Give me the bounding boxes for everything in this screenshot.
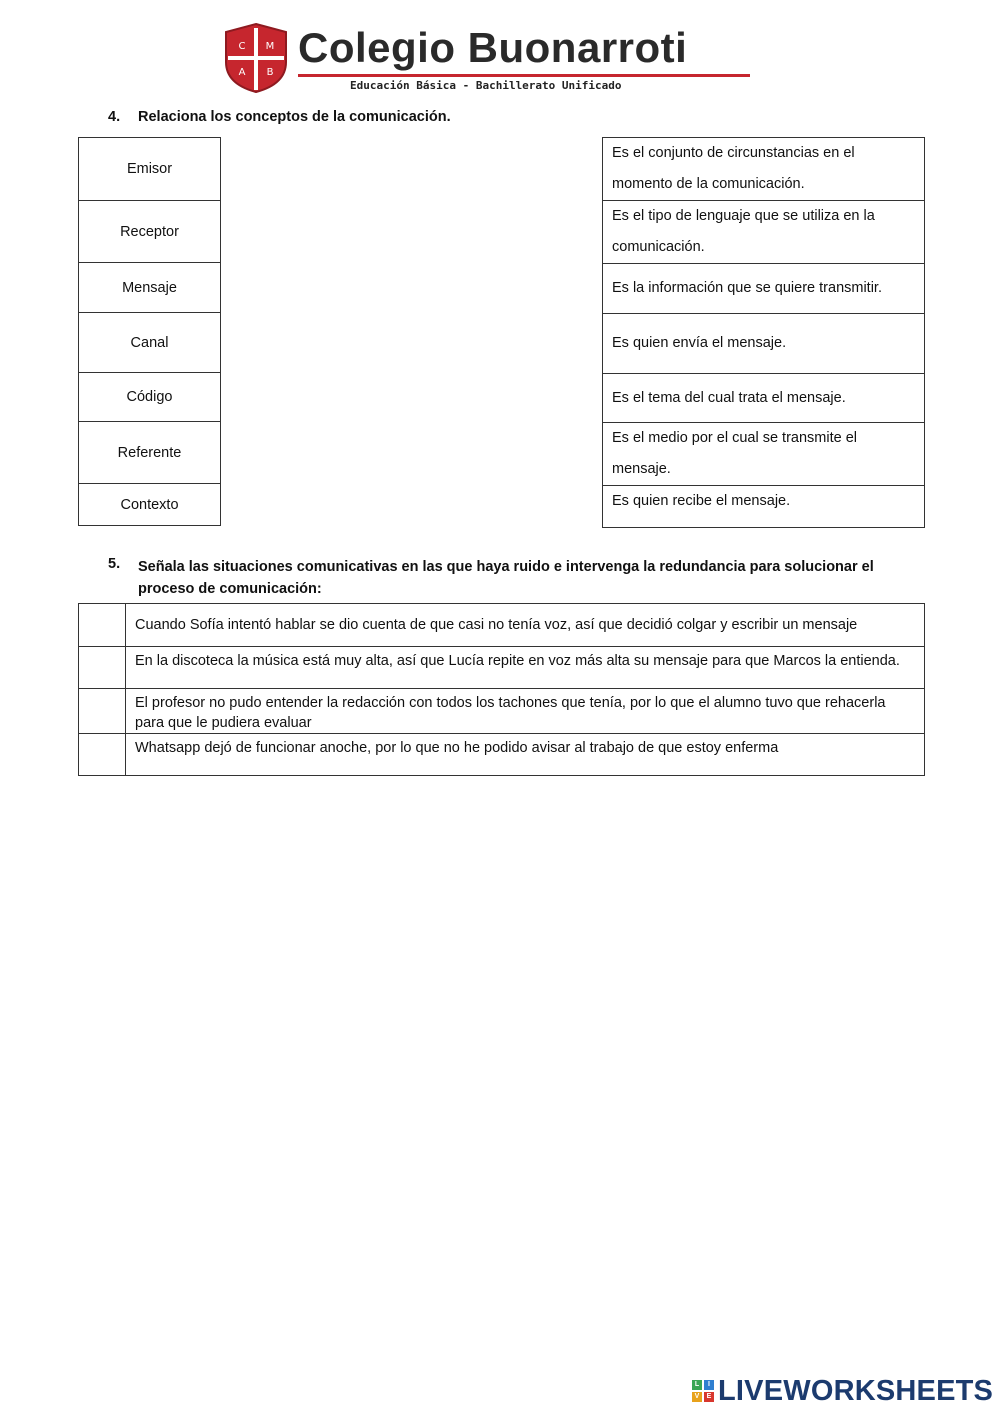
liveworksheets-logo [692,1374,993,1408]
situation-text: Cuando Sofía intentó hablar se dio cuenta de que casi no tenía voz, así que decidió colgar y escribir un mensaje [126,604,925,647]
svg-text:A: A [238,67,246,78]
question-number: 5. [108,556,121,572]
question-text: Relaciona los conceptos de la comunicación. [138,109,451,125]
svg-text:B: B [266,67,274,78]
answer-checkbox[interactable] [79,689,126,734]
concept-cell[interactable]: Mensaje [79,263,221,313]
situations-table [78,603,925,776]
question-text: Señala las situaciones comunicativas en las que haya ruido e intervenga la redundancia para solucionar el proceso de comunicación: [138,559,874,597]
svg-text:M: M [265,41,275,52]
logo-text: LIVEWORKSHEETS [718,1374,994,1407]
question-5-title [108,556,908,600]
situation-text: Whatsapp dejó de funcionar anoche, por lo que no he podido avisar al trabajo de que estoy enferma [126,734,925,776]
definitions-table [602,137,925,528]
logo-blocks-icon: L I V E [692,1380,714,1402]
definition-cell[interactable]: Es el tema del cual trata el mensaje. [603,374,925,423]
answer-checkbox[interactable] [79,604,126,647]
situation-text: El profesor no pudo entender la redacción con todos los tachones que tenía, por lo que el alumno tuvo que rehacerla para que le pudiera evaluar [126,689,925,734]
header-divider [298,74,750,77]
definition-cell[interactable]: Es el medio por el cual se transmite el mensaje. [603,423,925,486]
concept-cell[interactable]: Canal [79,313,221,373]
school-shield-logo [224,22,288,94]
definition-cell[interactable]: Es el conjunto de circunstancias en el momento de la comunicación. [603,138,925,201]
svg-text:C: C [238,41,246,52]
school-header [224,18,754,96]
answer-checkbox[interactable] [79,734,126,776]
answer-checkbox[interactable] [79,647,126,689]
concept-cell[interactable]: Código [79,373,221,422]
concept-cell[interactable]: Referente [79,422,221,484]
definition-cell[interactable]: Es quien recibe el mensaje. [603,486,925,528]
concept-cell[interactable]: Emisor [79,138,221,201]
situation-text: En la discoteca la música está muy alta, así que Lucía repite en voz más alta su mensaje para que Marcos la entienda. [126,647,925,689]
concept-cell[interactable]: Receptor [79,201,221,263]
definition-cell[interactable]: Es el tipo de lenguaje que se utiliza en la comunicación. [603,201,925,264]
definition-cell[interactable]: Es quien envía el mensaje. [603,314,925,374]
school-subtitle: Educación Básica - Bachillerato Unificado [350,79,622,92]
concept-cell[interactable]: Contexto [79,484,221,526]
school-name: Colegio Buonarroti [298,24,688,71]
question-number: 4. [108,109,121,125]
concepts-table [78,137,221,526]
definition-cell[interactable]: Es la información que se quiere transmitir. [603,264,925,314]
question-4-title [108,109,451,125]
